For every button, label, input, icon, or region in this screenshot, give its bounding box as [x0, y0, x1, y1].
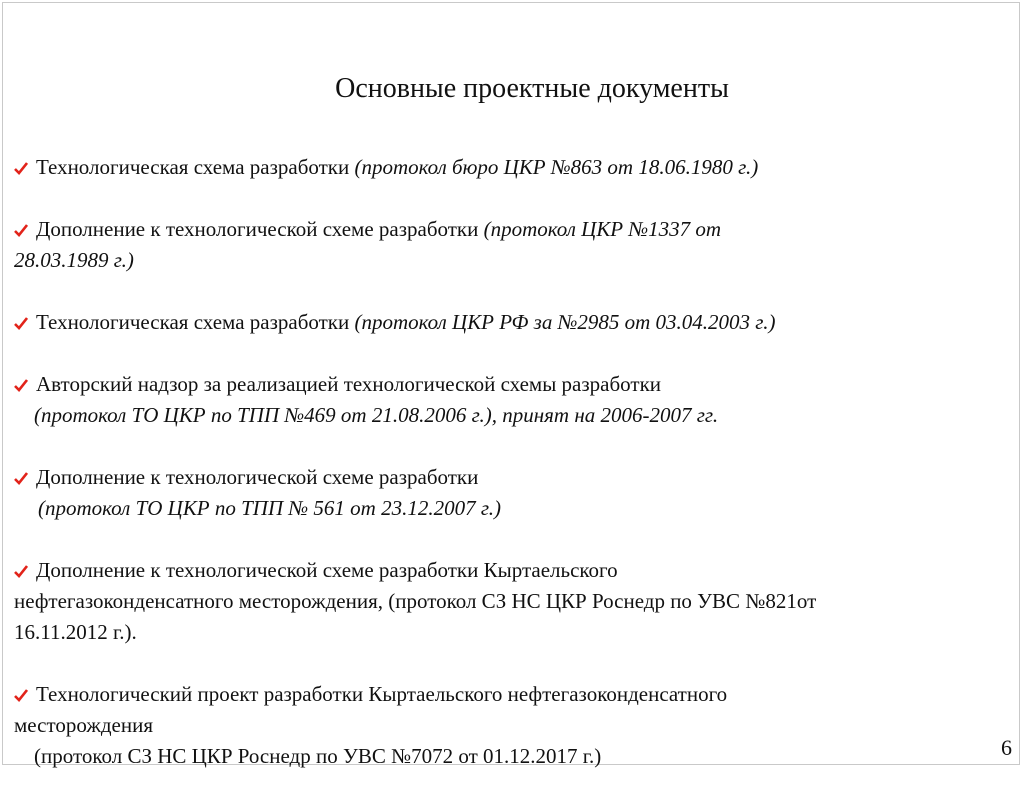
list-item — [14, 307, 1010, 338]
item-text-cont: месторождения — [14, 713, 153, 737]
list-item — [14, 679, 1010, 772]
checkmark-icon — [14, 223, 28, 237]
item-reference: (протокол ТО ЦКР по ТПП № 561 от 23.12.2007 г.) — [38, 496, 501, 520]
item-text: Технологическая схема разработки — [36, 310, 355, 334]
item-text: Дополнение к технологической схеме разработки — [36, 217, 484, 241]
checkmark-icon — [14, 688, 28, 702]
item-reference: (протокол ЦКР РФ за №2985 от 03.04.2003 г.) — [354, 310, 776, 334]
document-list — [14, 152, 1010, 803]
item-reference: (протокол ТО ЦКР по ТПП №469 от 21.08.2006 г.), принят на 2006-2007 гг. — [34, 403, 719, 427]
page-number: 6 — [1001, 735, 1012, 760]
item-text: Технологический проект разработки Кыртаельского нефтегазоконденсатного — [36, 682, 728, 706]
item-text-cont: нефтегазоконденсатного месторождения, (протокол СЗ НС ЦКР Роснедр по УВС №821от — [14, 589, 817, 613]
list-item — [14, 555, 1010, 648]
list-item — [14, 214, 1010, 276]
item-reference: (протокол бюро ЦКР №863 от 18.06.1980 г.) — [354, 155, 759, 179]
page-title: Основные проектные документы — [335, 73, 729, 104]
item-reference: (протокол ЦКР №1337 от — [483, 217, 722, 241]
list-item — [14, 462, 1010, 524]
list-item — [14, 152, 1010, 183]
item-reference: (протокол СЗ НС ЦКР Роснедр по УВС №7072 от 01.12.2017 г.) — [34, 744, 602, 768]
checkmark-icon — [14, 564, 28, 578]
list-item — [14, 369, 1010, 431]
item-reference-cont: 28.03.1989 г.) — [14, 248, 134, 272]
checkmark-icon — [14, 316, 28, 330]
item-text: Дополнение к технологической схеме разработки — [36, 465, 479, 489]
item-text: Дополнение к технологической схеме разработки Кыртаельского — [36, 558, 618, 582]
item-text: Технологическая схема разработки — [36, 155, 355, 179]
checkmark-icon — [14, 161, 28, 175]
item-text: Авторский надзор за реализацией технологической схемы разработки — [36, 372, 662, 396]
checkmark-icon — [14, 471, 28, 485]
checkmark-icon — [14, 378, 28, 392]
item-text-cont: 16.11.2012 г.). — [14, 620, 137, 644]
